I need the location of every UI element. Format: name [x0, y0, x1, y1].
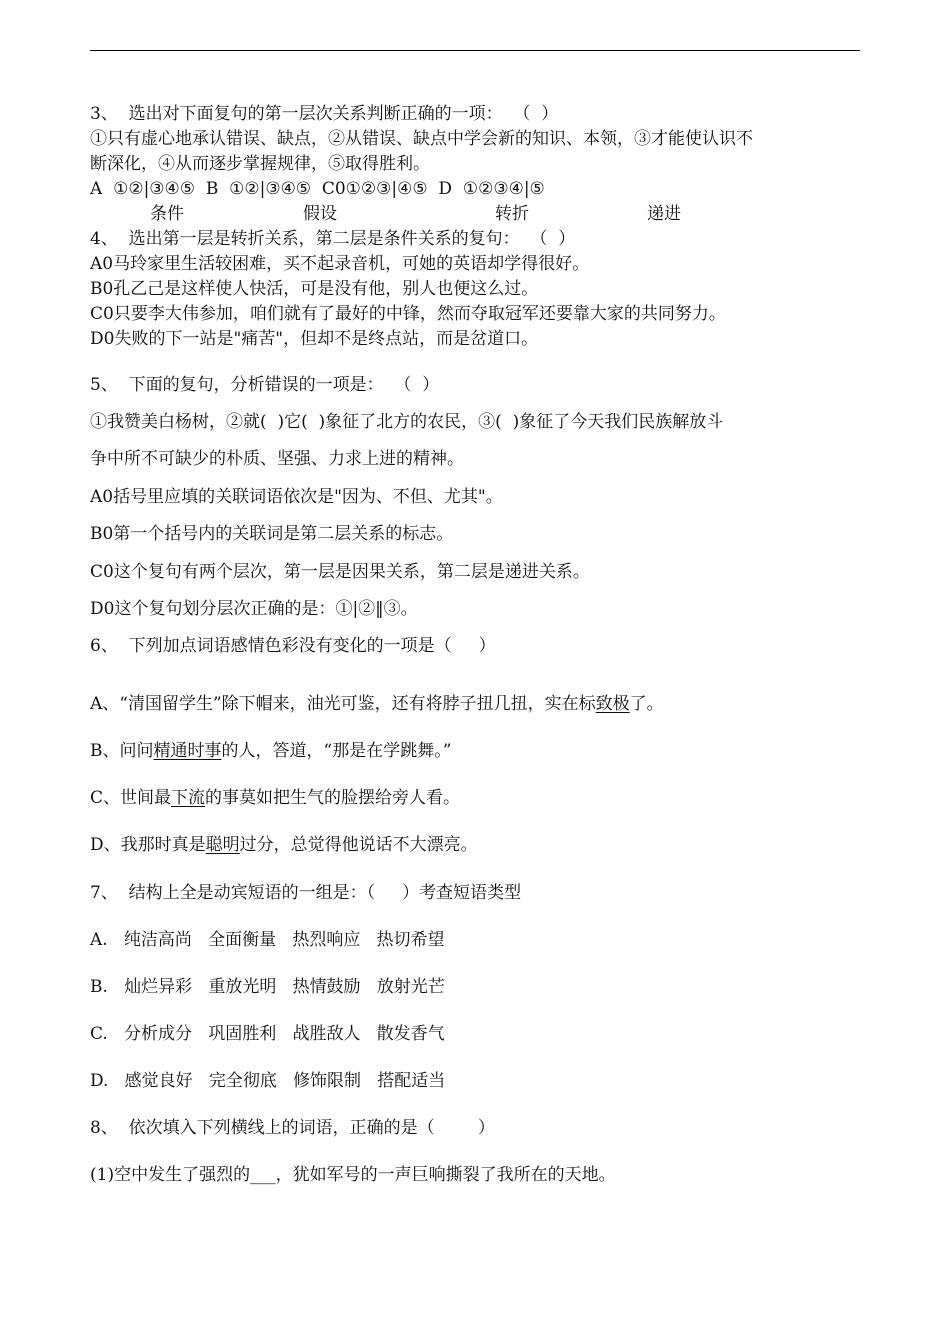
- q8-stem: 8、 依次填入下列横线上的词语，正确的是（ ）: [90, 1118, 495, 1138]
- q4-option-c: C0只要李大伟参加，咱们就有了最好的中锋，然而夺取冠军还要靠大家的共同努力。: [90, 304, 726, 324]
- q6-d-text: D、我那时真是: [90, 835, 206, 855]
- q4-option-b: B0孔乙己是这样使人快活，可是没有他，别人也便这么过。: [90, 279, 539, 299]
- q6-a-tail: 了。: [629, 694, 664, 714]
- q6-option-b: [90, 740, 451, 762]
- q5-sentence-line-2: 争中所不可缺少的朴质、坚强、力求上进的精神。: [90, 449, 464, 469]
- q5-option-b: B0第一个括号内的关联词是第二层关系的标志。: [90, 524, 454, 544]
- q6-d-tail: 过分，总觉得他说话不大漂亮。: [239, 835, 478, 855]
- q6-option-c: [90, 787, 460, 809]
- header-rule: [90, 50, 860, 51]
- q6-b-underlined-word: 精通时事: [153, 741, 222, 761]
- q7-option-a: A. 纯洁高尚 全面衡量 热烈响应 热切希望: [90, 930, 445, 950]
- q5-stem: 5、 下面的复句，分析错误的一项是： （ ）: [90, 375, 440, 395]
- q6-option-d: [90, 834, 478, 856]
- q4-stem: 4、 选出第一层是转折关系，第二层是条件关系的复句： （ ）: [90, 229, 576, 249]
- q6-a-underlined-word: 致极: [595, 694, 630, 714]
- q4-option-d: D0失败的下一站是"痛苦"，但却不是终点站，而是岔道口。: [90, 329, 539, 349]
- q3-options: A ①②|③④⑤ B ①②|③④⑤ C0①②③|④⑤ D ①②③④|⑤: [90, 179, 545, 199]
- q3-sentence-line-2: 断深化，④从而逐步掌握规律，⑤取得胜利。: [90, 154, 430, 174]
- q3-sentence-line-1: ①只有虚心地承认错误、缺点，②从错误、缺点中学会新的知识、本领，③才能使认识不: [90, 129, 753, 149]
- q5-sentence-line-1: ①我赞美白杨树，②就( )它( )象征了北方的农民，③( )象征了今天我们民族解放斗: [90, 412, 724, 432]
- q7-option-d: D. 感觉良好 完全彻底 修饰限制 搭配适当: [90, 1071, 446, 1091]
- q8-item-1-tail: ，犹如军号的一声巨响撕裂了我所在的天地。: [275, 1165, 616, 1185]
- q6-option-a: [90, 693, 664, 715]
- q3-relation-b: 假设: [303, 204, 337, 224]
- q6-stem: 6、 下列加点词语感情色彩没有变化的一项是（ ）: [90, 636, 496, 656]
- q5-option-c: C0这个复句有两个层次，第一层是因果关系，第二层是递进关系。: [90, 562, 590, 582]
- q3-stem: 3、 选出对下面复句的第一层次关系判断正确的一项： （ ）: [90, 104, 559, 124]
- q6-b-text: B、问问: [90, 741, 154, 761]
- q3-relation-a: 条件: [150, 204, 184, 224]
- q8-item-1-blank: ___: [250, 1165, 276, 1185]
- q6-c-text: C、世间最: [90, 788, 172, 808]
- q5-option-d: D0这个复句划分层次正确的是：①|②‖③。: [90, 599, 418, 619]
- q3-relation-d: 递进: [647, 204, 681, 224]
- q6-b-tail: 的人，答道，“那是在学跳舞。”: [221, 741, 452, 761]
- q4-option-a: A0马玲家里生活较困难，买不起录音机，可她的英语却学得很好。: [90, 254, 590, 274]
- q6-c-tail: 的事莫如把生气的脸摆给旁人看。: [205, 788, 461, 808]
- q6-c-underlined-word: 下流: [171, 788, 206, 808]
- q8-item-1: [90, 1164, 616, 1186]
- q6-d-underlined-word: 聪明: [205, 835, 240, 855]
- q5-option-a: A0括号里应填的关联词语依次是"因为、不但、尤其"。: [90, 487, 503, 507]
- q6-a-text: A、“清国留学生”除下帽来，油光可鉴，还有将脖子扭几扭，实在标: [90, 694, 596, 714]
- q3-relation-c: 转折: [495, 204, 529, 224]
- q7-stem: 7、 结构上全是动宾短语的一组是：（ ）考查短语类型: [90, 883, 522, 903]
- q7-option-b: B. 灿烂异彩 重放光明 热情鼓励 放射光芒: [90, 977, 445, 997]
- q8-item-1-text: (1)空中发生了强烈的: [90, 1165, 251, 1185]
- q7-option-c: C. 分析成分 巩固胜利 战胜敌人 散发香气: [90, 1024, 445, 1044]
